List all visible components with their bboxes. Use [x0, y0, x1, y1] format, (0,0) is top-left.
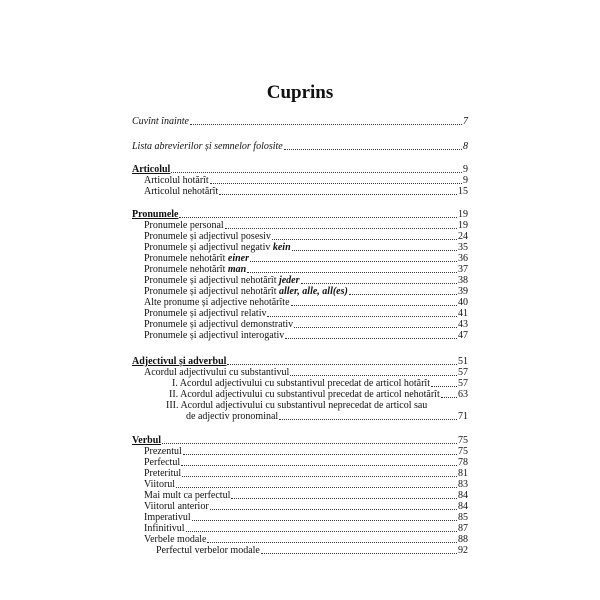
dot-leader [162, 442, 457, 444]
toc-entry-label: Viitorul [144, 479, 176, 490]
toc-entry [144, 367, 468, 378]
toc-entry-page: 47 [458, 330, 468, 341]
toc-entry-page: 19 [458, 209, 468, 220]
toc-entry-page: 7 [463, 116, 468, 127]
toc-entry-label: Verbul [132, 435, 162, 446]
toc-entry-page: 57 [458, 367, 468, 378]
toc-entry-label: Pronumele și adjectivul posesiv [144, 231, 271, 242]
toc-entry [144, 220, 468, 231]
toc-entry-page: 85 [458, 512, 468, 523]
toc-entry-page: 35 [458, 242, 468, 253]
toc-entry-page: 8 [463, 141, 468, 152]
toc-entry-keyword: kein [272, 242, 291, 253]
toc-entry-label: Perfectul [144, 457, 181, 468]
dot-leader [291, 304, 457, 306]
toc-entry-page: 38 [458, 275, 468, 286]
toc-entry-keyword: aller, alle, all(es) [278, 286, 348, 297]
toc-entry-label: III. Acordul adjectivului cu substantivul neprecedat de articol sau [166, 400, 428, 411]
dot-leader [207, 541, 457, 543]
toc-entry-label: Infinitivul [144, 523, 185, 534]
toc-entry [144, 308, 468, 319]
toc-entry [144, 264, 468, 275]
toc-entry-label: Pronumele personal [144, 220, 224, 231]
toc-entry [144, 446, 468, 457]
dot-leader [261, 552, 457, 554]
toc-section-heading [132, 356, 468, 367]
toc-entry-label: Acordul adjectivului cu substantivul [144, 367, 290, 378]
toc-entry-label: Pronumele și adjectivul demonstrativ [144, 319, 294, 330]
toc-entry-page: 87 [458, 523, 468, 534]
toc-entry-page: 15 [458, 186, 468, 197]
toc-entry [144, 457, 468, 468]
toc-entry-page: 83 [458, 479, 468, 490]
toc-entry-page: 92 [458, 545, 468, 556]
toc-entry-label [144, 253, 249, 264]
toc-entry [144, 512, 468, 523]
toc-entry-page: 63 [458, 389, 468, 400]
toc-entry-label: Preteritul [144, 468, 182, 479]
toc-entry-text: Pronumele și adjectivul nehotărît [144, 275, 279, 286]
toc-entry-page: 39 [458, 286, 468, 297]
toc-entry [144, 231, 468, 242]
toc-entry-page: 75 [458, 435, 468, 446]
toc-entry-label: I. Acordul adjectivului cu substantivul precedat de articol hotărît [172, 378, 430, 389]
toc-entry [186, 411, 468, 422]
toc-entry-label: Mai mult ca perfectul [144, 490, 231, 501]
toc-entry-text: Pronumele nehotărît [144, 253, 228, 264]
dot-leader [179, 216, 457, 218]
toc-entry [144, 186, 468, 197]
toc-section-heading [132, 164, 468, 175]
toc-entry [172, 378, 468, 389]
toc-entry [156, 545, 468, 556]
dot-leader [267, 315, 457, 317]
toc-entry-page: 43 [458, 319, 468, 330]
dot-leader [285, 337, 457, 339]
toc-entry [132, 116, 468, 127]
toc-entry-page: 71 [458, 411, 468, 422]
dot-leader [181, 464, 457, 466]
toc-entry [144, 242, 468, 253]
dot-leader [171, 171, 462, 173]
dot-leader [186, 530, 457, 532]
toc-entry-label: Articolul [132, 164, 171, 175]
toc-entry-label [144, 286, 348, 297]
toc-entry-keyword: jeder [278, 275, 300, 286]
dot-leader [272, 238, 457, 240]
toc-entry-label: Perfectul verbelor modale [156, 545, 260, 556]
dot-leader [219, 193, 457, 195]
dot-leader [231, 497, 457, 499]
dot-leader [292, 249, 457, 251]
dot-leader [294, 326, 457, 328]
toc-entry [144, 275, 468, 286]
toc-entry-keyword: einer [227, 253, 249, 264]
dot-leader [183, 453, 457, 455]
toc-entry-page: 40 [458, 297, 468, 308]
dot-leader [441, 396, 457, 398]
toc-entry-label: Articolul nehotărît [144, 186, 219, 197]
toc-entry-label: Prezentul [144, 446, 182, 457]
dot-leader [192, 519, 457, 521]
dot-leader [247, 271, 457, 273]
toc-entry-label [144, 275, 300, 286]
dot-leader [225, 227, 457, 229]
dot-leader [279, 418, 457, 420]
dot-leader [349, 293, 457, 295]
toc-entry-label [144, 242, 291, 253]
dot-leader [210, 508, 457, 510]
toc-entry-label [144, 264, 246, 275]
dot-leader [301, 282, 457, 284]
toc-entry-page: 9 [463, 175, 468, 186]
toc-entry-label: Pronumele [132, 209, 179, 220]
toc-entry [144, 253, 468, 264]
toc-entry-page: 84 [458, 490, 468, 501]
toc-entry-label: de adjectiv pronominal [186, 411, 279, 422]
toc-entry [144, 523, 468, 534]
toc-entry-text: Pronumele și adjectivul negativ [144, 242, 273, 253]
dot-leader [182, 475, 457, 477]
toc-entry-label: Adjectivul și adverbul [132, 356, 227, 367]
dot-leader [227, 363, 457, 365]
toc-entry [144, 490, 468, 501]
toc-entry-page: 19 [458, 220, 468, 231]
toc-entry-page: 9 [463, 164, 468, 175]
toc-entry-label: Lista abrevierilor și semnelor folosite [132, 141, 283, 152]
toc-section-heading [132, 209, 468, 220]
page-title: Cuprins [266, 82, 334, 103]
toc-entry-page: 81 [458, 468, 468, 479]
toc-entry-page: 37 [458, 264, 468, 275]
toc-entry [132, 141, 468, 152]
toc-entry-label: Verbele modale [144, 534, 207, 545]
toc-entry [144, 468, 468, 479]
toc-entry-page: 41 [458, 308, 468, 319]
toc-entry-page: 78 [458, 457, 468, 468]
dot-leader [190, 123, 462, 125]
toc-entry-label: Pronumele și adjectivul interogativ [144, 330, 285, 341]
dot-leader [176, 486, 457, 488]
dot-leader [290, 374, 457, 376]
toc-entry-page: 75 [458, 446, 468, 457]
toc-section-heading [132, 435, 468, 446]
toc-entry-label: Cuvînt înainte [132, 116, 189, 127]
toc-entry-label: Viitorul anterior [144, 501, 209, 512]
toc-entry-label: Alte pronume și adjective nehotărîte [144, 297, 290, 308]
dot-leader [210, 182, 462, 184]
toc-entry [144, 479, 468, 490]
toc-entry-label: Articolul hotărît [144, 175, 209, 186]
dot-leader [250, 260, 457, 262]
toc-entry-page: 36 [458, 253, 468, 264]
toc-entry [144, 286, 468, 297]
toc-entry-label: Imperativul [144, 512, 191, 523]
dot-leader [284, 148, 462, 150]
toc-entry-text: Pronumele nehotărît [144, 264, 228, 275]
toc-entry-page: 88 [458, 534, 468, 545]
toc-entry-keyword: man [227, 264, 247, 275]
toc-entry [144, 330, 468, 341]
toc-entry [144, 175, 468, 186]
toc-entry-page: 57 [458, 378, 468, 389]
toc-entry-label: II. Acordul adjectivului cu substantivul precedat de articol nehotărît [169, 389, 440, 400]
toc-entry [144, 501, 468, 512]
toc-entry [144, 319, 468, 330]
toc-entry-page: 51 [458, 356, 468, 367]
toc-entry [144, 297, 468, 308]
toc-entry-page: 24 [458, 231, 468, 242]
toc-entry-text: Pronumele și adjectivul nehotărît [144, 286, 279, 297]
toc-entry-page: 84 [458, 501, 468, 512]
toc-entry [169, 389, 468, 400]
dot-leader [431, 385, 457, 387]
toc-entry [144, 534, 468, 545]
toc-entry-label: Pronumele și adjectivul relativ [144, 308, 267, 319]
